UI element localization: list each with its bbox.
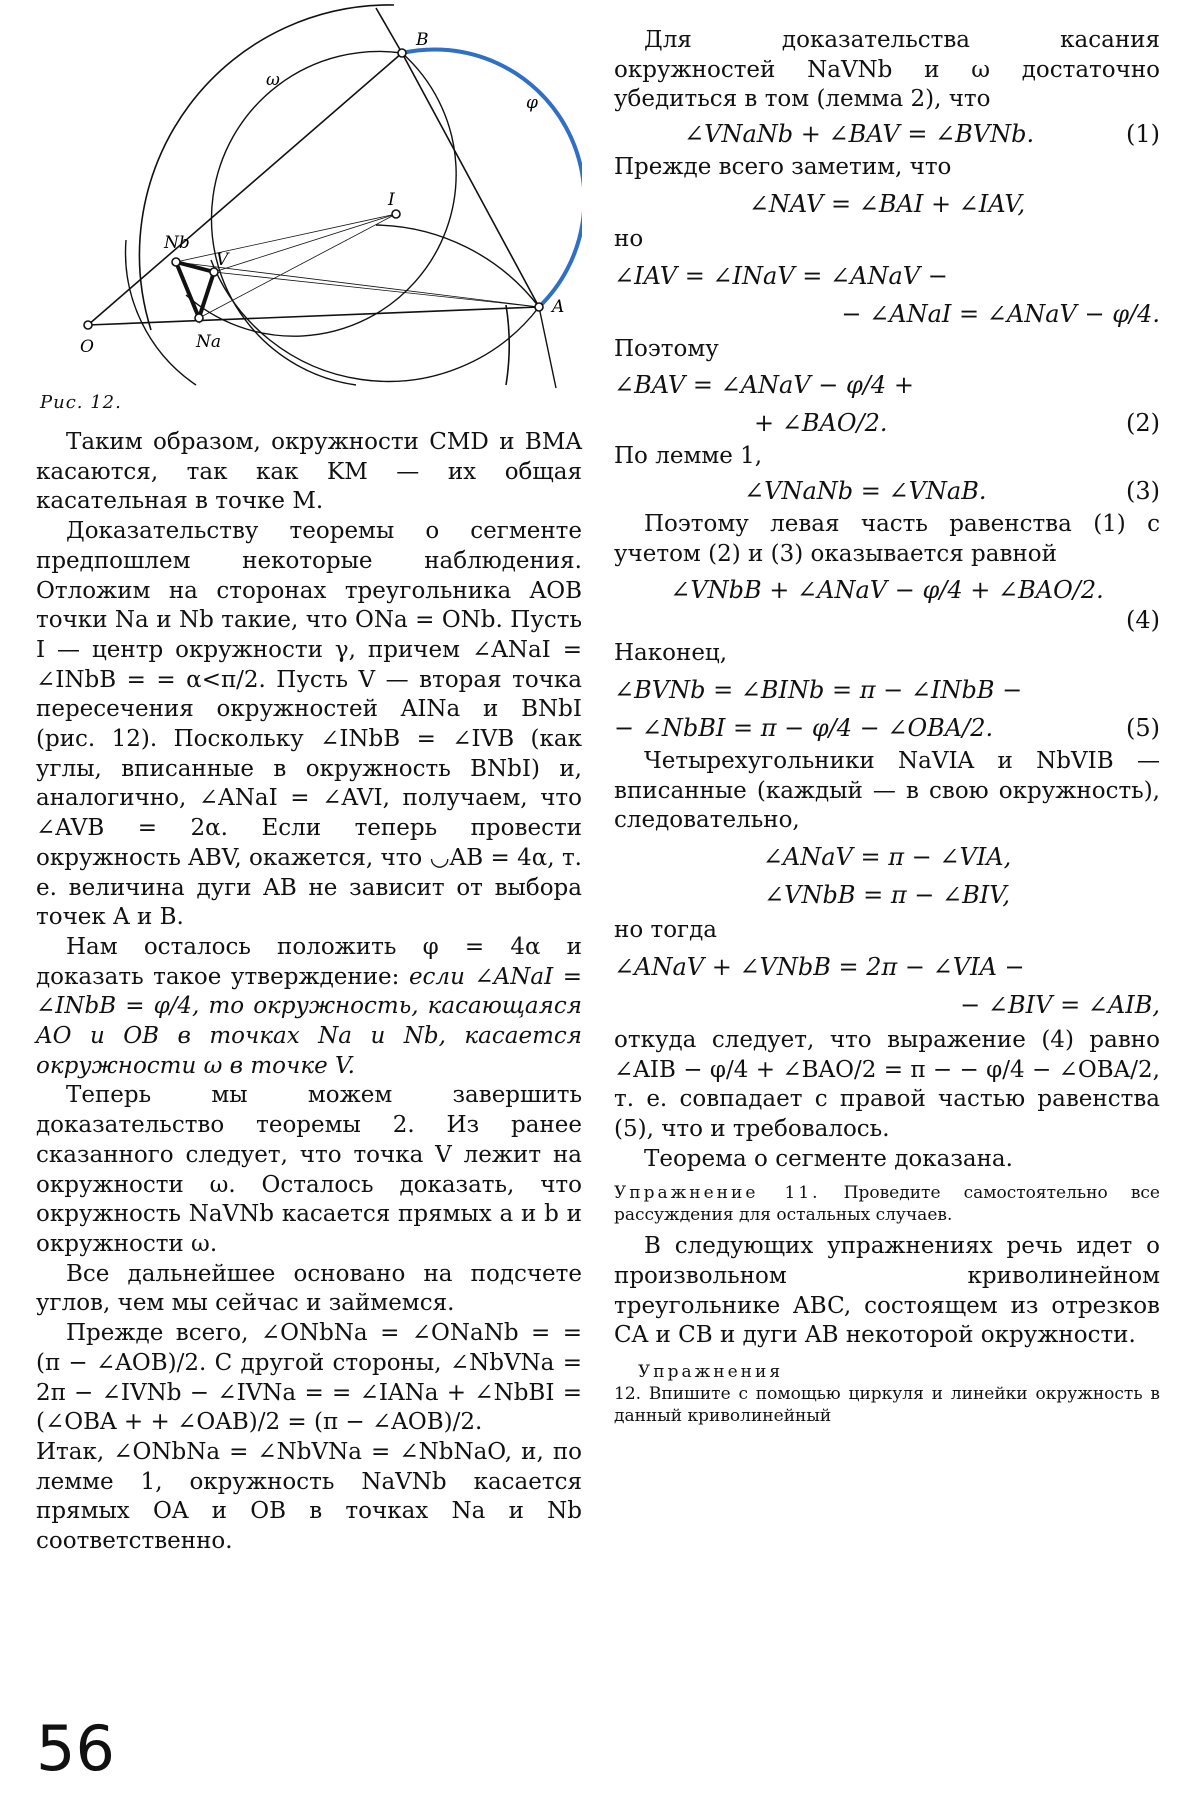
label-I: I xyxy=(388,190,395,210)
line-A-down xyxy=(539,307,556,388)
circle-omega-right xyxy=(506,305,509,385)
right-paragraph-1: Для доказательства касания окружностей NaVNb и ω достаточно убедиться в том (лемма 2), что xyxy=(614,27,1160,113)
right-paragraph-10: откуда следует, что выражение (4) равно ∠AIB − φ/4 + ∠BAO/2 = π − − φ/4 − ∠OBA/2, т. е. совпадает с правой частью равенства (5), что и требовалось. xyxy=(614,1026,1160,1142)
equation-1: ∠VNaNb + ∠BAV = ∠BVNb. (1) xyxy=(684,120,1160,149)
label-Na: Na xyxy=(196,332,222,352)
label-B: B xyxy=(416,30,429,50)
line-OA xyxy=(88,307,539,325)
left-paragraph-3: Нам осталось положить φ = 4α и доказать такое утверждение: если ∠ANaI = ∠INbB = φ/4, то окружность, касающаяся AO и OB в точках Na и Nb, касается окружности ω в точке V. xyxy=(36,933,583,1079)
line-BA xyxy=(402,53,539,307)
equation-6: ∠VNbB + ∠ANaV − φ/4 + ∠BAO/2. xyxy=(670,576,1104,605)
right-paragraph-2: Прежде всего заметим, что xyxy=(614,154,952,181)
equation-6-number: (4) xyxy=(1126,606,1160,635)
equation-3a: ∠IAV = ∠INaV = ∠ANaV − xyxy=(614,261,948,290)
right-paragraph-11: Теорема о сегменте доказана. xyxy=(644,1145,1013,1172)
right-paragraph-3: но xyxy=(614,225,644,252)
right-paragraph-5: По лемме 1, xyxy=(614,443,763,470)
figure-caption: Рис. 12. xyxy=(40,392,122,413)
page-number: 56 xyxy=(36,1712,115,1785)
label-omega: ω xyxy=(266,70,280,90)
equation-3b: − ∠ANaI = ∠ANaV − φ/4. xyxy=(841,299,1160,328)
equation-4b: + ∠BAO/2. (2) xyxy=(754,409,1160,438)
right-paragraph-7: Наконец, xyxy=(614,640,728,667)
arc-AV xyxy=(211,260,539,381)
right-paragraph-6: Поэтому левая часть равенства (1) с учетом (2) и (3) оказывается равной xyxy=(614,510,1160,567)
geometry-diagram xyxy=(36,0,582,390)
equation-4a: ∠BAV = ∠ANaV − φ/4 + xyxy=(614,371,914,400)
label-V: V xyxy=(216,250,229,270)
left-paragraph-2: Доказательству теоремы о сегменте предпошлем некоторые наблюдения. Отложим на сторонах треугольника AOB точки Na и Nb такие, что ONa = ONb. Пусть I — центр окружности γ, причем ∠ANaI = ∠INbB = = α<π/2. Пусть V — вторая точка пересечения окружностей AINa и BNbI (рис. 12). Поскольку ∠INbB = ∠IVB (как углы, вписанные в окружность BNbI) и, аналогично, ∠ANaI = ∠AVI, получаем, что ∠AVB = 2α. Если теперь провести окружность ABV, окажется, что ◡AB = 4α, т. е. величина дуги AB не зависит от выбора точек A и B. xyxy=(36,518,582,931)
left-paragraph-5: Все дальнейшее основано на подсчете углов, чем мы сейчас и займемся. xyxy=(36,1260,582,1317)
exercise-11: Упражнение 11. Проведите самостоятельно все рассуждения для остальных случаев. xyxy=(614,1183,1160,1226)
right-column xyxy=(614,26,1160,1427)
equation-8a: ∠ANaV = π − ∠VIA, xyxy=(762,843,1012,872)
arc-phi xyxy=(402,49,582,307)
equation-9b: − ∠BIV = ∠AIB, xyxy=(960,990,1160,1019)
equation-2: ∠NAV = ∠BAI + ∠IAV, xyxy=(748,189,1026,218)
figure-12 xyxy=(36,0,582,390)
label-O: O xyxy=(80,337,94,357)
left-paragraph-4: Теперь мы можем завершить доказательство теоремы 2. Из ранее сказанного следует, что точка V лежит на окружности ω. Осталось доказать, что окружность NaVNb касается прямых a и b и окружности ω. xyxy=(36,1082,582,1257)
equation-5: ∠VNaNb = ∠VNaB. (3) xyxy=(744,476,1160,505)
equation-9a: ∠ANaV + ∠VNbB = 2π − ∠VIA − xyxy=(614,952,1025,981)
right-paragraph-9: но тогда xyxy=(614,917,717,944)
right-paragraph-4: Поэтому xyxy=(614,335,719,362)
arc-AI xyxy=(376,225,539,307)
left-paragraph-6: Прежде всего, ∠ONbNa = ∠ONaNb = = (π − ∠AOB)/2. С другой стороны, ∠NbVNa = 2π − ∠IVNb − ∠IVNa = = ∠IANa + ∠NbBI = (∠OBA + + ∠OAB)/2 = (π − ∠AOB)/2. xyxy=(36,1320,582,1436)
left-paragraph-7: Итак, ∠ONbNa = ∠NbVNa = ∠NbNaO, и, по лемме 1, окружность NaVNb касается прямых OA и OB в точках Na и Nb соответственно. xyxy=(36,1438,582,1555)
triangle-NbVNa xyxy=(176,262,214,318)
equation-8b: ∠VNbB = π − ∠BIV, xyxy=(764,881,1010,910)
exercises-header: Упражнения xyxy=(638,1362,784,1383)
left-paragraph-1: Таким образом, окружности CMD и BMA касаются, так как KM — их общая касательная в точке M. xyxy=(36,429,582,515)
left-column xyxy=(36,428,582,1557)
equation-7a: ∠BVNb = ∠BINb = π − ∠INbB − xyxy=(614,676,1023,705)
right-paragraph-12: В следующих упражнениях речь идет о произвольном криволинейном треугольнике ABC, состоящем из отрезков CA и CB и дуги AB некоторой окружности. xyxy=(614,1233,1160,1349)
label-phi: φ xyxy=(526,93,538,113)
line-B-up xyxy=(376,8,402,53)
label-Nb: Nb xyxy=(164,233,190,253)
right-paragraph-8: Четырехугольники NaVIA и NbVIB — вписанные (каждый — в свою окружность), следовательно, xyxy=(614,748,1160,834)
label-A: A xyxy=(552,297,565,317)
equation-7b: − ∠NbBI = π − φ/4 − ∠OBA/2. (5) xyxy=(614,714,1160,743)
exercise-12: 12. Впишите с помощью циркуля и линейки окружность в данный криволинейный xyxy=(614,1384,1160,1427)
